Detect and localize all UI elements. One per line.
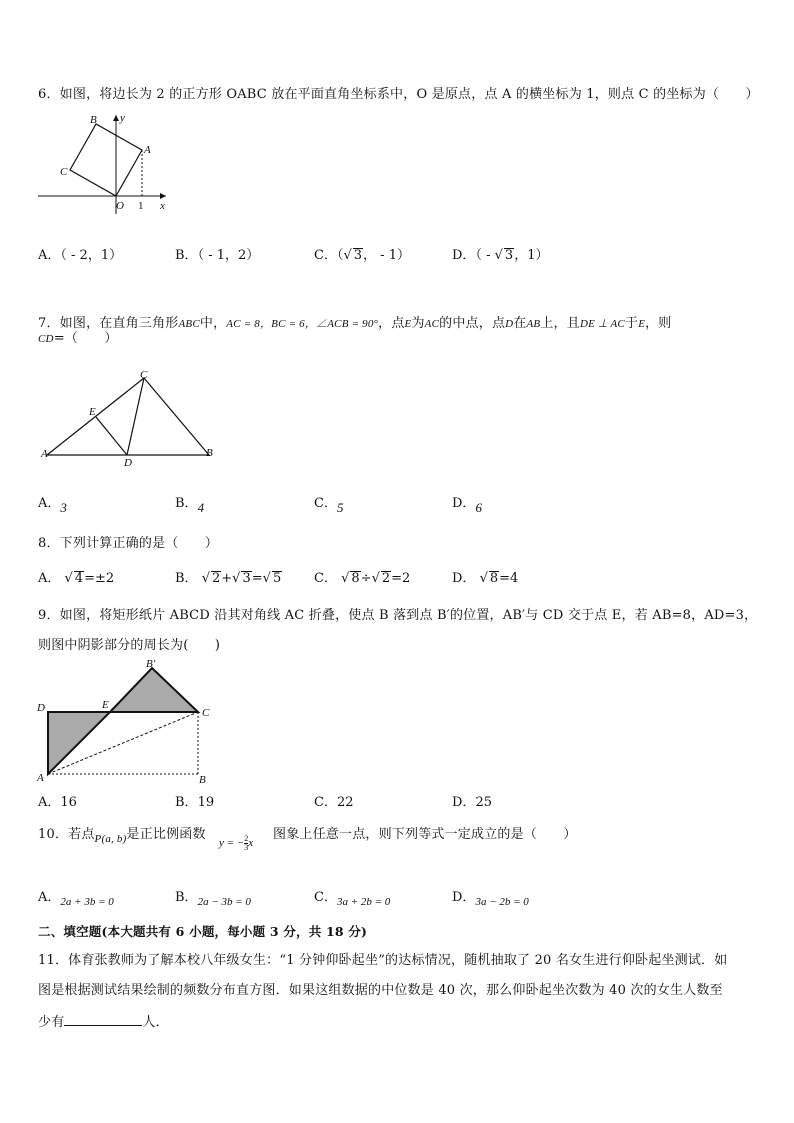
option-text: 16 — [60, 795, 77, 810]
radicand: 4 — [74, 571, 84, 586]
text: 于 — [624, 316, 639, 331]
q7-label-E: E — [89, 406, 96, 418]
section-heading: 二、填空题(本大题共有 6 小题，每小题 3 分，共 18 分) — [38, 924, 368, 939]
math: D — [505, 318, 514, 330]
q11-line2: 图是根据测试结果绘制的频数分布直方图．如果这组数据的中位数是 40 次，那么仰卧起坐次数为 40 次的女生人数至 — [38, 983, 723, 998]
q6-label-1: 1 — [138, 200, 144, 212]
q10-option-d[interactable] — [452, 886, 529, 908]
text: 人． — [142, 1015, 169, 1030]
text: ，则 — [645, 316, 672, 331]
option-text: 2a + 3b = 0 — [60, 896, 114, 908]
option-text: 3a + 2b = 0 — [336, 896, 391, 908]
radicand: 2 — [211, 571, 221, 586]
math: CD — [38, 333, 54, 345]
option-text: ，1） — [514, 248, 549, 263]
q10-function — [219, 835, 253, 852]
math: y = − — [219, 837, 245, 850]
q9-stem-line1: 9．如图，将矩形纸片 ABCD 沿其对角线 AC 折叠，使点 B 落到点 B′的位置，AB′与 CD 交于点 E，若 AB=8，AD=3， — [38, 608, 758, 623]
q6-option-d[interactable]: D．（ - √ 3，1） — [452, 248, 549, 263]
option-text: ÷ — [360, 571, 372, 586]
option-text: 22 — [336, 795, 354, 810]
q7-label-A: A — [41, 448, 48, 460]
q9-label-E: E — [102, 699, 109, 711]
option-text: （ — [336, 248, 344, 263]
numerator: 2 — [244, 834, 249, 843]
text: 上，且 — [540, 316, 580, 331]
option-text: =2 — [391, 571, 411, 586]
option-text: 3a − 2b = 0 — [475, 896, 529, 908]
q8-option-b[interactable]: B． √ 2+√ 3=√ 5 — [175, 571, 282, 586]
option-text: （ - 1，2） — [197, 248, 260, 263]
option-text: 2a − 3b = 0 — [197, 896, 251, 908]
q7-stem — [38, 312, 672, 331]
math: x — [248, 837, 254, 850]
q10-option-b[interactable] — [175, 886, 251, 908]
math: ABC — [178, 318, 200, 330]
q6-y-arrow — [113, 115, 119, 121]
option-letter: D． — [452, 248, 476, 263]
radicand: 8 — [489, 571, 499, 586]
q9-option-c[interactable] — [314, 791, 354, 810]
option-letter: C． — [314, 795, 337, 810]
q7-option-a[interactable] — [38, 492, 67, 515]
q8-stem: 8．下列计算正确的是（ ） — [38, 536, 219, 551]
radicand: 3 — [242, 571, 251, 586]
math: AB — [526, 318, 541, 330]
q9-figure — [34, 655, 224, 785]
text: 为 — [411, 316, 425, 331]
q8-option-c[interactable]: C． √ 8÷√ 2=2 — [314, 571, 411, 586]
q7-triangle — [47, 378, 209, 455]
q10-stem-a — [38, 823, 206, 845]
math: P(a, b) — [94, 833, 127, 845]
q6-figure — [34, 110, 174, 215]
q7-option-b[interactable] — [175, 492, 205, 515]
math: DE ⊥ AC — [579, 318, 625, 330]
q6-stem: 6．如图，将边长为 2 的正方形 OABC 放在平面直角坐标系中，O 是原点，点 A 的横坐标为 1，则点 C 的坐标为（ ） — [38, 87, 759, 102]
radicand: 3 — [504, 248, 514, 263]
q8-option-d[interactable]: D． √ 8=4 — [452, 571, 519, 586]
q6-x-arrow — [160, 193, 166, 199]
q7-option-d[interactable] — [452, 492, 482, 515]
q6-label-A: A — [144, 144, 151, 156]
q10-option-c[interactable] — [314, 886, 391, 908]
q7-de — [96, 417, 127, 455]
option-text: 3 — [60, 500, 67, 515]
q9-label-A: A — [37, 772, 44, 784]
q6-label-y: y — [120, 112, 125, 124]
q10-option-a[interactable] — [38, 886, 114, 908]
radicand: 8 — [351, 571, 360, 586]
math: E — [404, 318, 412, 330]
text: 在 — [513, 316, 527, 331]
q9-stem-line2: 则图中阴影部分的周长为( ) — [38, 638, 221, 653]
radicand: 3 — [353, 248, 363, 263]
q6-option-b[interactable] — [175, 244, 259, 263]
option-letter: A． — [38, 571, 61, 586]
text: 7．如图，在直角三角形 — [38, 316, 179, 331]
q11-line3 — [38, 1011, 169, 1030]
q6-label-C: C — [60, 166, 68, 178]
q9-option-a[interactable] — [38, 791, 77, 810]
option-letter: A． — [38, 890, 61, 905]
option-letter: D． — [452, 795, 476, 810]
option-letter: A． — [38, 496, 61, 511]
q9-label-D: D — [37, 702, 45, 714]
option-letter: D． — [452, 496, 476, 511]
q7-figure — [34, 368, 224, 468]
q7-stem-line2 — [38, 327, 118, 346]
option-text: = — [251, 571, 263, 586]
radicand: 5 — [272, 571, 282, 586]
option-letter: B． — [175, 496, 198, 511]
option-letter: C． — [314, 248, 337, 263]
q9-shade-left — [48, 712, 110, 774]
q9-label-B: B — [199, 774, 206, 785]
option-letter: B． — [175, 248, 198, 263]
text: 的中点，点 — [439, 316, 506, 331]
text: 中， — [199, 316, 227, 331]
q11-line1: 11．体育张教师为了解本校八年级女生：“1 分钟仰卧起坐”的达标情况，随机抽取了 20 名女生进行仰卧起坐测试．如 — [38, 953, 728, 968]
option-letter: B． — [175, 890, 198, 905]
q7-option-c[interactable] — [314, 492, 344, 515]
q7-label-C: C — [140, 369, 148, 381]
option-letter: C． — [314, 571, 337, 586]
q9-option-b[interactable] — [175, 791, 214, 810]
q10-stem-c: 图象上任意一点，则下列等式一定成立的是（ ） — [273, 827, 577, 842]
option-letter: A． — [38, 795, 61, 810]
option-text: 25 — [475, 795, 492, 810]
q9-label-Bprime: B′ — [146, 658, 156, 670]
q6-label-x: x — [160, 200, 165, 212]
math: AC — [424, 318, 440, 330]
q6-label-O: O — [116, 200, 124, 212]
q9-shade-right — [110, 668, 198, 712]
q7-label-D: D — [124, 457, 132, 468]
option-letter: B． — [175, 795, 198, 810]
option-text: =±2 — [84, 571, 115, 586]
option-text: 19 — [197, 795, 215, 810]
answer-blank[interactable] — [64, 1013, 142, 1026]
q6-square — [70, 124, 142, 196]
q6-option-c[interactable]: C．（√ 3， - 1） — [314, 248, 410, 263]
q6-option-a[interactable] — [38, 244, 122, 263]
option-letter: D． — [452, 571, 476, 586]
option-text: 6 — [475, 500, 482, 515]
option-letter: A． — [38, 248, 61, 263]
option-text: =4 — [499, 571, 519, 586]
option-text: （ - — [475, 248, 495, 263]
text: 10．若点 — [38, 827, 95, 842]
option-text: （ - 2，1） — [60, 248, 123, 263]
option-letter: D． — [452, 890, 476, 905]
option-text: 4 — [197, 500, 205, 515]
option-letter: C． — [314, 890, 337, 905]
math: E — [638, 318, 646, 330]
option-letter: B． — [175, 571, 198, 586]
text: ，点 — [378, 316, 405, 331]
option-text: ， - 1） — [363, 248, 410, 263]
q9-label-C: C — [202, 707, 210, 719]
q7-label-B: B — [206, 447, 213, 459]
text: 是正比例函数 — [126, 827, 206, 842]
q9-option-d[interactable] — [452, 791, 492, 810]
text: 少有 — [38, 1015, 65, 1030]
option-text: + — [221, 571, 233, 586]
radicand: 2 — [381, 571, 391, 586]
option-text: 5 — [336, 500, 344, 515]
q6-label-B: B — [90, 114, 97, 126]
option-letter: C． — [314, 496, 337, 511]
text: =（ ） — [53, 331, 118, 346]
q8-option-a[interactable]: A． √ 4=±2 — [38, 571, 115, 586]
denominator: 3 — [244, 843, 249, 852]
math: AC = 8，BC = 6，∠ACB = 90° — [226, 318, 379, 330]
